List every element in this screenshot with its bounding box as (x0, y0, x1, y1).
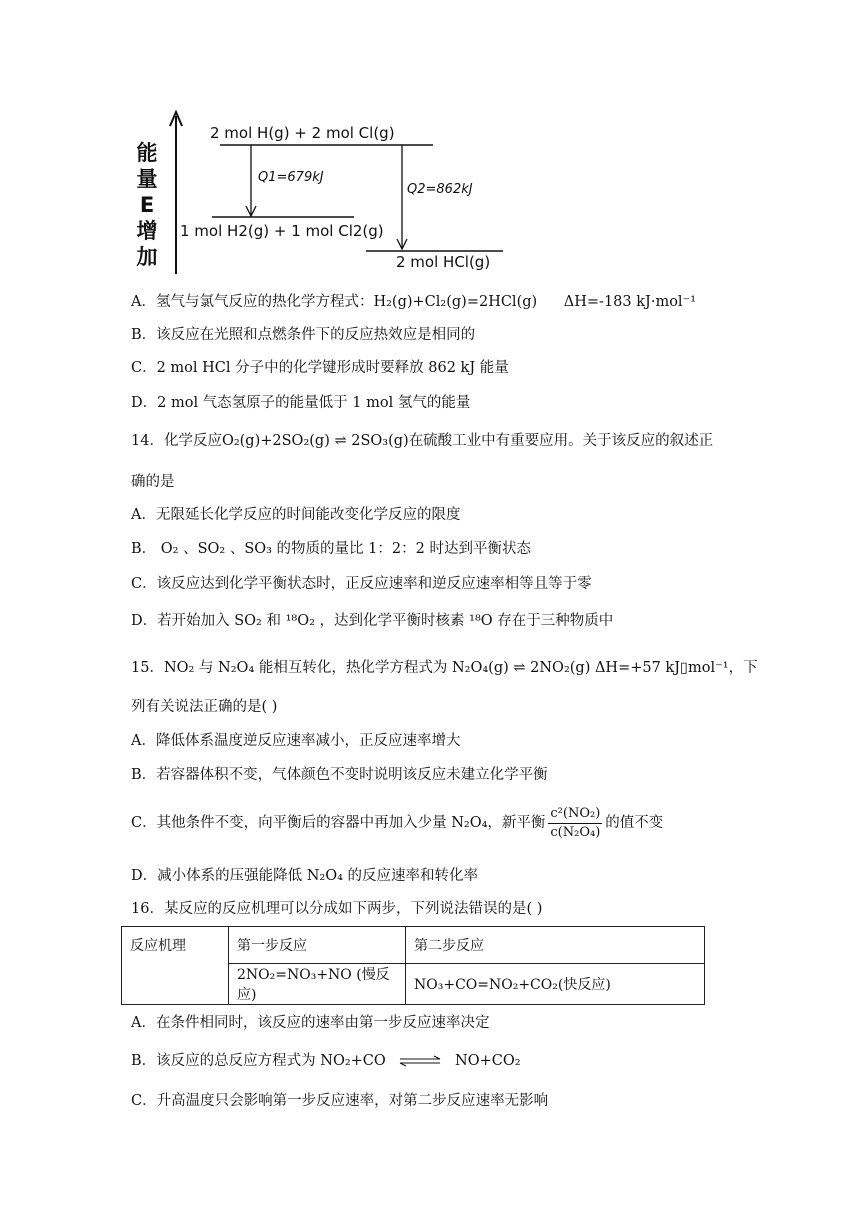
q14-equation: O₂(g)+2SO₂(g) ⇌ 2SO₃(g) (221, 433, 409, 449)
q16-option-a: A．在条件相同时，该反应的速率由第一步反应速率决定 (131, 1015, 490, 1031)
q16-option-b-suffix: NO+CO₂ (455, 1053, 521, 1069)
q13-option-a (131, 292, 696, 312)
axis-char: 量 (136, 167, 158, 191)
q13-option-a-dh: ΔH=-183 kJ·mol⁻¹ (563, 294, 697, 310)
top-level-label: 2 mol H(g) + 2 mol Cl(g) (210, 124, 395, 142)
mid-level-label: 1 mol H2(g) + 1 mol Cl2(g) (180, 222, 384, 240)
q15-stem-line1: 15．NO₂ 与 N₂O₄ 能相互转化，热化学方程式为 N₂O₄(g) ⇌ 2NO₂(g) ΔH=+57 kJ▯mol⁻¹，下 (131, 660, 758, 676)
q15-option-d: D．减小体系的压强能降低 N₂O₄ 的反应速率和转化率 (131, 868, 479, 884)
q15-option-b: B．若容器体积不变，气体颜色不变时说明该反应未建立化学平衡 (131, 767, 548, 783)
q13-option-a-text: A．氢气与氯气反应的热化学方程式：H₂(g)+Cl₂(g)=2HCl(g) (131, 294, 538, 310)
q1-label: Q1=679kJ (258, 170, 324, 185)
q13-option-d: D．2 mol 气态氢原子的能量低于 1 mol 氢气的能量 (131, 395, 471, 411)
mechanism-table (121, 926, 705, 1005)
q16-option-b-prefix: B．该反应的总反应方程式为 NO₂+CO (131, 1053, 386, 1069)
q15-stem-line2: 列有关说法正确的是( ) (131, 699, 278, 715)
axis-char: 能 (136, 141, 158, 165)
axis-char: 加 (136, 245, 158, 269)
q14-stem (131, 431, 713, 451)
q14-option-d: D．若开始加入 SO₂ 和 ¹⁸O₂ ，达到化学平衡时核素 ¹⁸O 存在于三种物质中 (131, 613, 614, 629)
q14-option-a: A．无限延长化学反应的时间能改变化学反应的限度 (131, 507, 461, 523)
q2-label: Q2=862kJ (407, 182, 473, 197)
q13-option-b: B．该反应在光照和点燃条件下的反应热效应是相同的 (131, 327, 476, 343)
table-col2-header: 第二步反应 (406, 927, 705, 964)
q15-option-a: A．降低体系温度逆反应速率减小，正反应速率增大 (131, 733, 461, 749)
q16-stem: 16．某反应的反应机理可以分成如下两步，下列说法错误的是( ) (131, 901, 543, 917)
y-axis-label (134, 140, 160, 270)
q14-prefix: 14．化学反应 (131, 433, 222, 449)
q15-option-c (131, 797, 663, 849)
axis-char: 增 (136, 219, 158, 243)
q14-stem-line2: 确的是 (131, 474, 175, 490)
table-col1-header: 第一步反应 (229, 927, 406, 964)
axis-char: E (139, 193, 155, 217)
q14-option-b: B． O₂ 、SO₂ 、SO₃ 的物质的量比 1：2：2 时达到平衡状态 (131, 541, 531, 557)
table-col1-value: 2NO₂=NO₃+NO (慢反应) (229, 964, 406, 1005)
q13-option-c: C．2 mol HCl 分子中的化学键形成时要释放 862 kJ 能量 (131, 360, 509, 376)
q14-option-c: C．该反应达到化学平衡状态时，正反应速率和逆反应速率相等且等于零 (131, 576, 592, 592)
q16-option-b (131, 1051, 521, 1071)
bottom-level-label: 2 mol HCl(g) (396, 253, 491, 271)
table-row-header: 反应机理 (122, 927, 229, 1005)
fraction-denominator: c(N₂O₄) (550, 824, 601, 840)
equilibrium-arrow-icon (398, 1054, 442, 1068)
q15-option-c-suffix: 的值不变 (605, 815, 664, 831)
q16-option-c: C．升高温度只会影响第一步反应速率，对第二步反应速率无影响 (131, 1093, 549, 1109)
fraction-numerator: c²(NO₂) (548, 805, 602, 824)
q15-option-c-prefix: C．其他条件不变，向平衡后的容器中再加入少量 N₂O₄，新平衡 (131, 815, 546, 831)
fraction (548, 805, 602, 842)
q14-suffix: 在硫酸工业中有重要应用。关于该反应的叙述正 (408, 433, 714, 449)
energy-diagram (0, 0, 860, 290)
table-col2-value: NO₃+CO=NO₂+CO₂(快反应) (406, 964, 705, 1005)
